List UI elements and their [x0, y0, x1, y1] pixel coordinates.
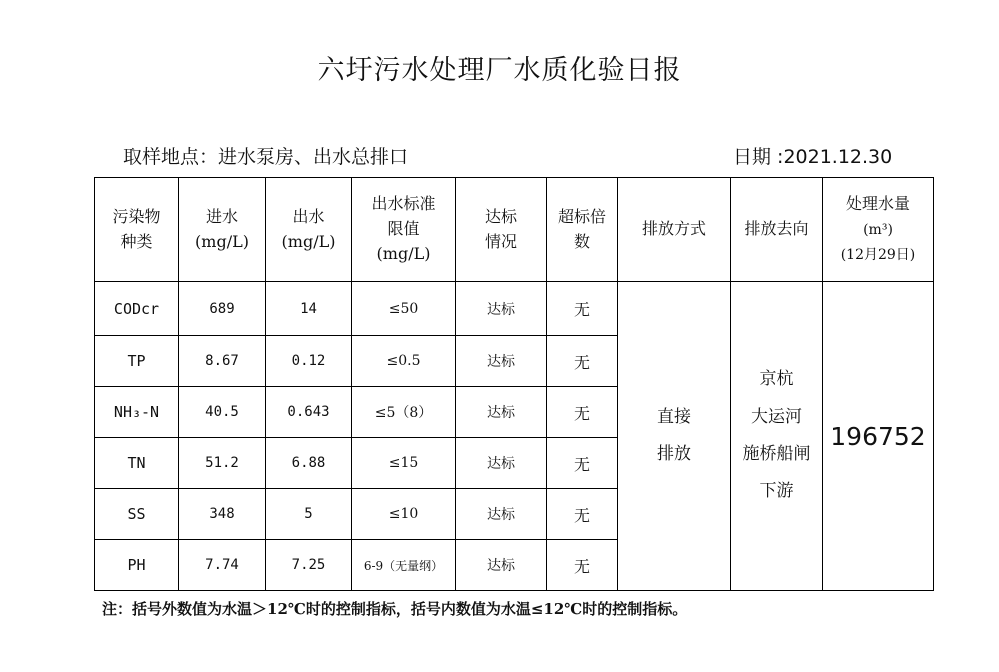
cell-effluent: 0.12: [266, 336, 352, 387]
cell-compliance: 达标: [456, 438, 547, 489]
cell-pollutant: PH: [95, 540, 179, 591]
cell-pollutant: NH₃-N: [95, 387, 179, 438]
cell-pollutant: CODcr: [95, 282, 179, 336]
cell-exceed: 无: [547, 438, 618, 489]
cell-pollutant: TN: [95, 438, 179, 489]
header-volume: 处理水量 (m³) (12月29日): [823, 178, 934, 282]
cell-influent: 51.2: [179, 438, 266, 489]
cell-limit: 6-9（无量纲）: [352, 540, 456, 591]
cell-exceed: 无: [547, 387, 618, 438]
header-limit: 出水标准 限值 (mg/L): [352, 178, 456, 282]
cell-influent: 8.67: [179, 336, 266, 387]
header-pollutant: 污染物 种类: [95, 178, 179, 282]
header-effluent: 出水 (mg/L): [266, 178, 352, 282]
cell-influent: 689: [179, 282, 266, 336]
cell-exceed: 无: [547, 540, 618, 591]
header-discharge-destination: 排放去向: [731, 178, 823, 282]
cell-exceed: 无: [547, 336, 618, 387]
cell-effluent: 14: [266, 282, 352, 336]
sampling-location: 取样地点：进水泵房、出水总排口: [123, 146, 409, 168]
cell-exceed: 无: [547, 282, 618, 336]
cell-effluent: 5: [266, 489, 352, 540]
header-row: [95, 178, 934, 282]
cell-limit: ≤50: [352, 282, 456, 336]
cell-limit: ≤5（8）: [352, 387, 456, 438]
cell-compliance: 达标: [456, 282, 547, 336]
header-exceed: 超标倍 数: [547, 178, 618, 282]
cell-compliance: 达标: [456, 489, 547, 540]
cell-compliance: 达标: [456, 336, 547, 387]
cell-effluent: 6.88: [266, 438, 352, 489]
cell-pollutant: SS: [95, 489, 179, 540]
cell-limit: ≤15: [352, 438, 456, 489]
cell-discharge-method: 直接 排放: [618, 282, 731, 591]
cell-exceed: 无: [547, 489, 618, 540]
header-compliance: 达标 情况: [456, 178, 547, 282]
cell-pollutant: TP: [95, 336, 179, 387]
cell-compliance: 达标: [456, 387, 547, 438]
header-discharge-method: 排放方式: [618, 178, 731, 282]
footnote: 注：括号外数值为水温＞12℃时的控制指标，括号内数值为水温≤12℃时的控制指标。: [102, 600, 688, 618]
table-row: [95, 282, 934, 336]
cell-compliance: 达标: [456, 540, 547, 591]
cell-effluent: 7.25: [266, 540, 352, 591]
cell-influent: 348: [179, 489, 266, 540]
cell-effluent: 0.643: [266, 387, 352, 438]
cell-limit: ≤10: [352, 489, 456, 540]
cell-volume: 196752: [823, 282, 934, 591]
cell-limit: ≤0.5: [352, 336, 456, 387]
water-quality-table: [94, 177, 934, 591]
report-date: 日期 :2021.12.30: [733, 146, 893, 168]
header-influent: 进水 (mg/L): [179, 178, 266, 282]
cell-influent: 40.5: [179, 387, 266, 438]
report-title: 六圩污水处理厂水质化验日报: [317, 55, 682, 86]
cell-influent: 7.74: [179, 540, 266, 591]
cell-discharge-destination: 京杭 大运河 施桥船闸 下游: [731, 282, 823, 591]
